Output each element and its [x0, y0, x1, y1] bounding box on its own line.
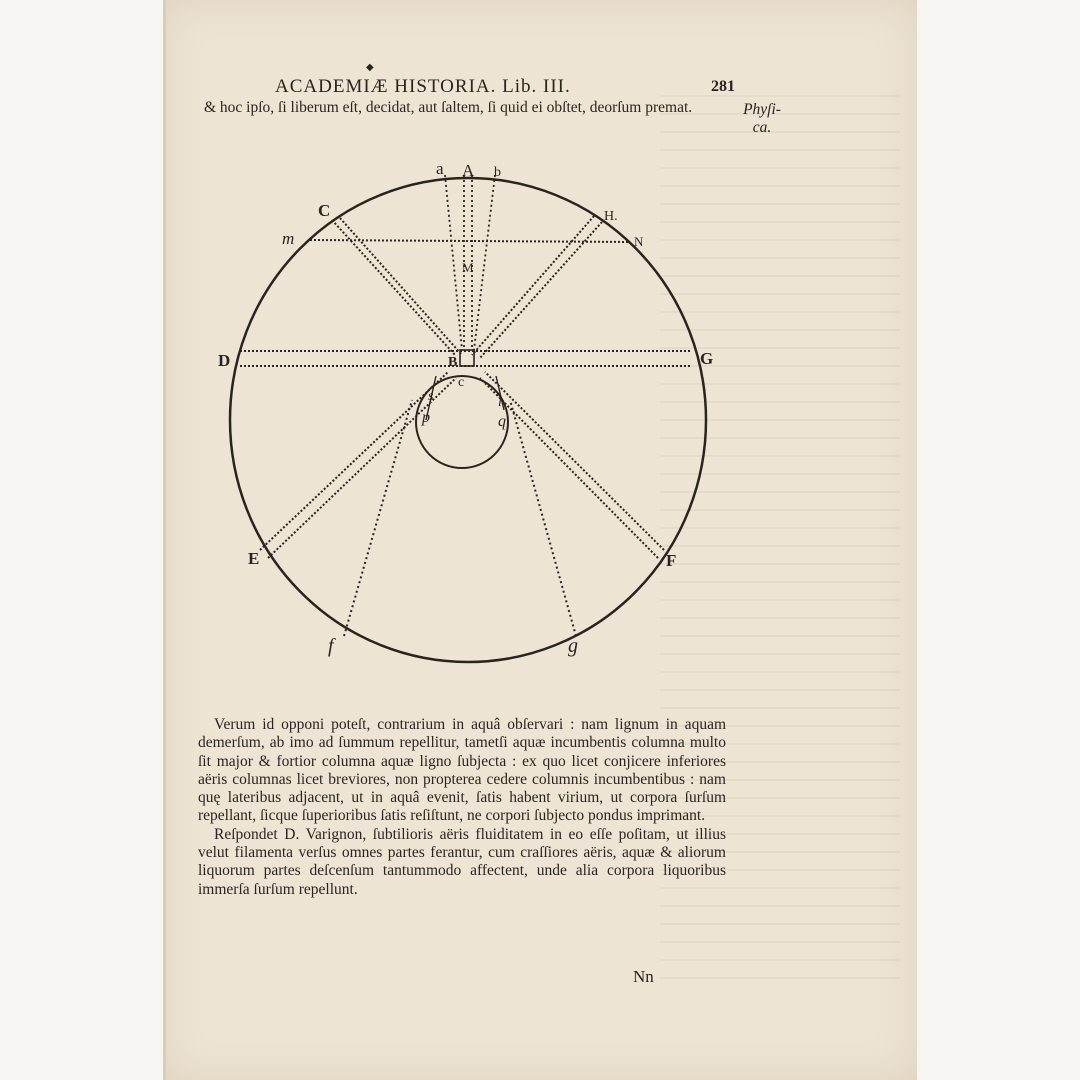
label-N: N: [634, 234, 644, 249]
label-g: g: [568, 635, 578, 657]
label-l: l: [498, 395, 502, 410]
line-a: [445, 175, 462, 350]
diagram-svg: [200, 150, 730, 690]
intro-text: & hoc ipſo, ſi liberum eſt, decidat, aut ſaltem, ſi quid ei obſtet, deorſum premat.: [204, 99, 693, 116]
diagram-figure: [200, 150, 730, 695]
label-D: D: [218, 351, 231, 370]
page-number: 281: [711, 78, 735, 95]
line-f: [344, 400, 412, 636]
line-m-N: [310, 240, 630, 242]
label-a: a: [436, 159, 444, 178]
label-H: H.: [604, 209, 618, 224]
label-c: c: [458, 375, 465, 390]
catchword: Nn: [633, 967, 654, 986]
running-title: ACADEMIÆ HISTORIA. Lib. III.: [275, 76, 571, 97]
page-edge: [163, 0, 166, 1080]
label-m: m: [282, 229, 295, 248]
label-q: q: [498, 413, 506, 430]
line-F-B-1: [485, 372, 664, 550]
paragraph-2: Reſpondet D. Varignon, ſubtilioris aëris fluiditatem in eo eſſe poſitam, ut illius velut filamenta verſus omnes partes ferantur, cum craſſiores aëris, aquæ & aliorum liquorum partes deſcenſum tantummodo affectent, unde alia corpora liquoribus immerſa ſurſum repellunt.: [198, 825, 726, 898]
label-B: B: [448, 355, 458, 370]
label-C: C: [318, 201, 331, 220]
line-E-B-1: [260, 372, 448, 550]
label-s: s: [428, 389, 434, 404]
label-M: M: [462, 260, 474, 275]
label-F: F: [666, 551, 677, 570]
header-ornament: ◆: [366, 62, 374, 73]
line-C-B-2: [340, 218, 462, 355]
line-b: [474, 175, 495, 350]
label-G: G: [700, 349, 714, 368]
paragraph-1: Verum id opponi poteſt, contrarium in aquâ obſervari : nam lignum in aquam demerſum, ab imo ad ſummum repellitur, tametſi aquæ incumbentis columna multo ſit major & fortior columna aquæ ligno ſubjecta : ex quo licet conjicere inferiores aëris columnas licet breviores, non propterea cedere columnis incumbentibus : nam quę lateribus adjacent, ut in aquâ evenit, ſatis habent virium, ut corpora ſurſum repellant, ſicque ſuperioribus ſatis reſiſtunt, ne corpori ſubjecto pondus imprimant.: [198, 716, 726, 825]
body-text: [198, 716, 726, 899]
label-b: b: [494, 165, 501, 180]
margin-note-line-1: Phyſi-: [743, 101, 781, 118]
line-E-B-2: [268, 378, 456, 558]
margin-note-line-2: ca.: [752, 119, 772, 136]
line-H-B-1: [472, 216, 594, 355]
label-E: E: [248, 549, 260, 568]
small-square: [460, 350, 474, 366]
outer-circle: [230, 178, 706, 662]
line-g: [510, 400, 576, 636]
label-f: f: [328, 635, 334, 657]
label-p: p: [422, 409, 430, 426]
margin-note: [736, 101, 788, 137]
line-F-B-2: [480, 378, 658, 558]
label-A: A: [462, 161, 475, 180]
